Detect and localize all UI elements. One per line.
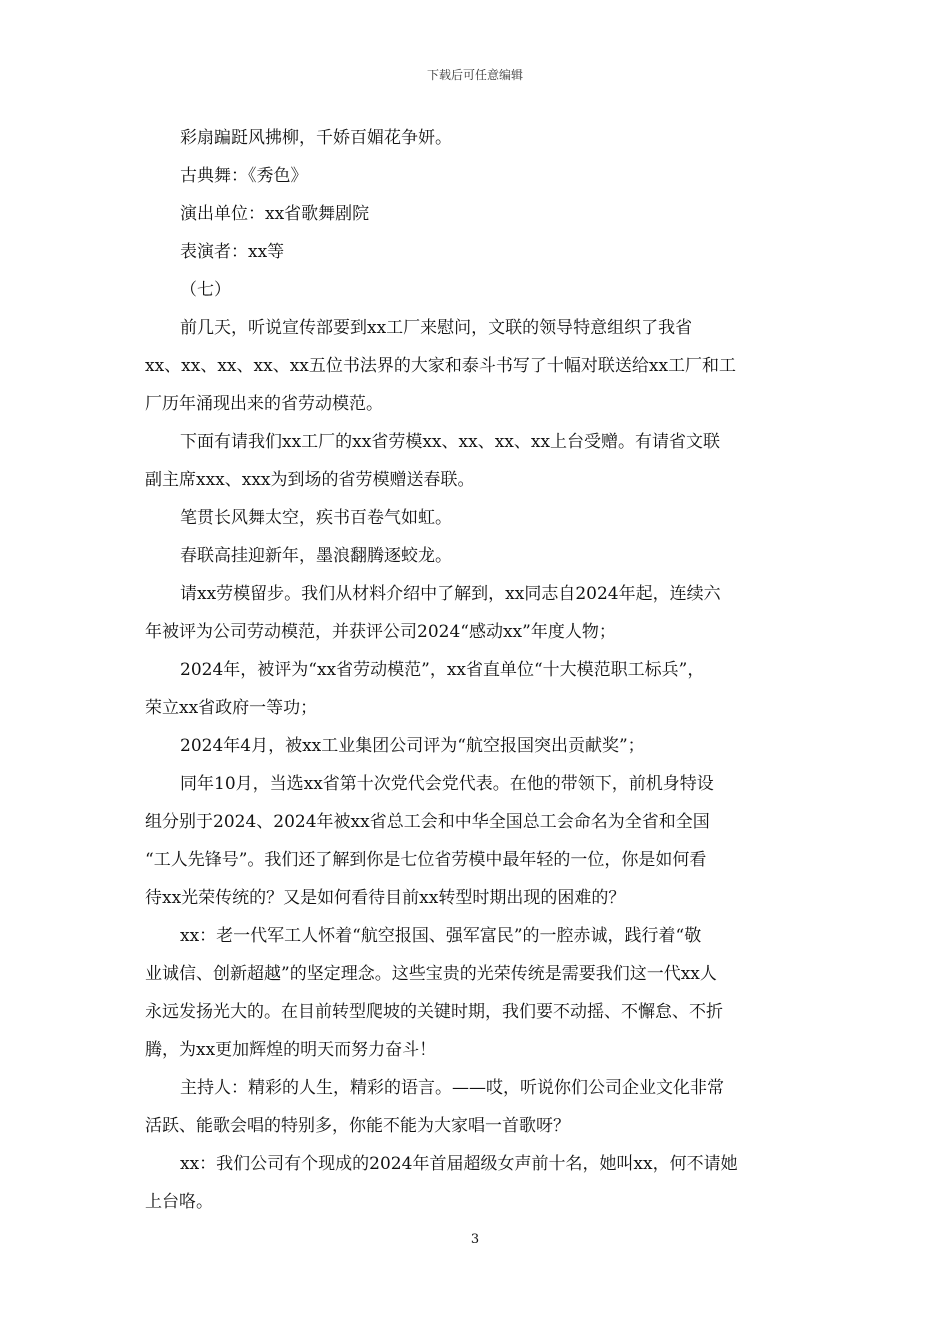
text-line: 演出单位：xx省歌舞剧院 xyxy=(180,204,370,224)
document-body xyxy=(145,119,807,1221)
text-line: 业诚信、创新超越”的坚定理念。这些宝贵的光荣传统是需要我们这一代xx人 xyxy=(145,964,717,984)
text-line: 表演者：xx等 xyxy=(180,242,285,262)
text-line: “工人先锋号”。我们还了解到你是七位省劳模中最年轻的一位，你是如何看 xyxy=(145,850,707,870)
text-line: 副主席xxx、xxx为到场的省劳模赠送春联。 xyxy=(145,470,475,490)
text-line: 荣立xx省政府一等功； xyxy=(145,698,318,718)
text-line: 春联高挂迎新年，墨浪翻腾逐蛟龙。 xyxy=(180,546,452,566)
text-line: 笔贯长风舞太空，疾书百卷气如虹。 xyxy=(180,508,452,528)
text-line: 下面有请我们xx工厂的xx省劳模xx、xx、xx、xx上台受赠。有请省文联 xyxy=(180,432,721,452)
text-line: 古典舞：《秀色》 xyxy=(180,166,308,186)
text-line: xx：我们公司有个现成的2024年首届超级女声前十名，她叫xx，何不请她 xyxy=(180,1154,738,1174)
text-line: 待xx光荣传统的？又是如何看待目前xx转型时期出现的困难的？ xyxy=(145,888,626,908)
text-line: 厂历年涌现出来的省劳动模范。 xyxy=(145,394,383,414)
text-line: xx：老一代军工人怀着“航空报国、强军富民”的一腔赤诚，践行着“敬 xyxy=(180,926,702,946)
text-line: 彩扇蹁跹风拂柳，千娇百媚花争妍。 xyxy=(180,128,452,148)
text-line: 2024年，被评为“xx省劳动模范”，xx省直单位“十大模范职工标兵”， xyxy=(180,660,705,680)
text-line: 年被评为公司劳动模范，并获评公司2024“感动xx”年度人物； xyxy=(145,622,616,642)
text-line: 腾，为xx更加辉煌的明天而努力奋斗！ xyxy=(145,1040,437,1060)
text-line: 活跃、能歌会唱的特别多，你能不能为大家唱一首歌呀？ xyxy=(145,1116,570,1136)
text-line: 同年10月，当选xx省第十次党代会党代表。在他的带领下，前机身特设 xyxy=(180,774,714,794)
text-line: 上台咯。 xyxy=(145,1192,213,1212)
section-number: （七） xyxy=(180,280,231,300)
text-line: 前几天，听说宣传部要到xx工厂来慰问，文联的领导特意组织了我省 xyxy=(180,318,693,338)
text-line: 组分别于2024、2024年被xx省总工会和中华全国总工会命名为全省和全国 xyxy=(145,812,710,832)
text-line: 2024年4月，被xx工业集团公司评为“航空报国突出贡献奖”； xyxy=(180,736,645,756)
page-header: 下载后可任意编辑 xyxy=(426,68,523,82)
text-line: xx、xx、xx、xx、xx五位书法界的大家和泰斗书写了十幅对联送给xx工厂和工 xyxy=(145,356,737,376)
page-number: 3 xyxy=(470,1232,480,1247)
text-line: 永远发扬光大的。在目前转型爬坡的关键时期，我们要不动摇、不懈怠、不折 xyxy=(145,1002,723,1022)
text-line: 请xx劳模留步。我们从材料介绍中了解到，xx同志自2024年起，连续六 xyxy=(180,584,721,604)
text-line: 主持人：精彩的人生，精彩的语言。——哎，听说你们公司企业文化非常 xyxy=(180,1078,724,1098)
